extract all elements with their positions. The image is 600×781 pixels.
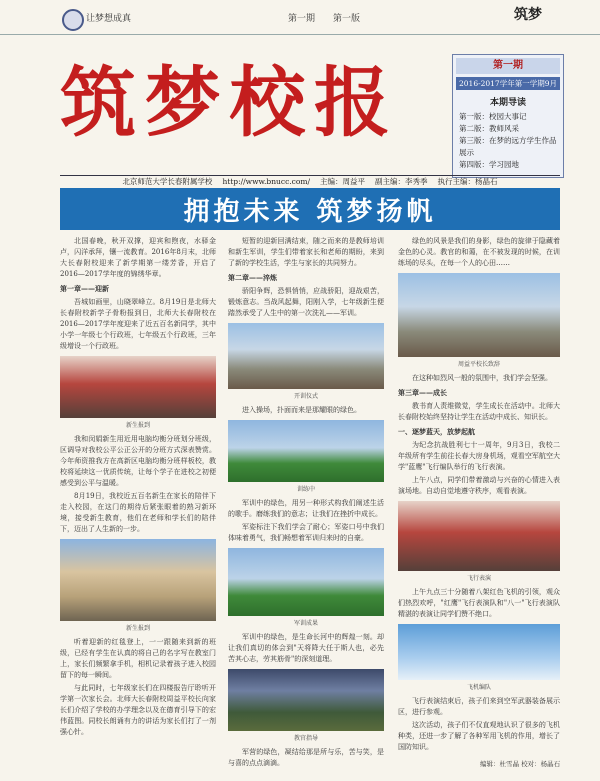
header-corner-mark: 筑梦 [514,7,542,23]
article-column-2 [228,236,384,767]
photo-principal-speech [398,273,560,357]
guide-item: 第四版：学习园地 [459,160,519,169]
masthead-char-3: 校 [229,58,306,147]
issue-guide-box [452,54,564,178]
issue-box-title: 第一期 [456,58,560,74]
masthead-char-4: 报 [313,58,390,147]
photo-caption: 训练中 [296,486,315,493]
paragraph: 这次活动，孩子们不仅直观地认识了很多的飞机种类，还进一步了解了各种军用飞机的作用，增长了国防知识。 [398,721,560,751]
photo-caption: 军训成果 [293,620,318,627]
paragraph: 听着迎新的红毯登上，一一跟随来到新的班级，已经有学生在认真的将自己的名字写在教室门上，家长们频繁拿手机，相机记录着孩子进入校园留下的每一瞬间。 [60,638,216,679]
paragraph: 上午九点三十分随着八架红色飞机的引领，观众们热烈欢呼，"红鹰"飞行表演队和"八一"飞行表演队精湛的表演让同学们赞不绝口。 [398,588,560,618]
photo-aircraft-formation [398,624,560,680]
photo-opening-ceremony [228,323,384,389]
paragraph: 北国春晚，秋开双撑，迎宾和煦夜，水驿金卢，闪洋承拜，镶一流教育。2016年8月末，北师大长春附校迎来了新学期第一缕芳香，开启了2016—2017学年度的锦绣华章。 [60,237,216,278]
info-deputy-editor: 副主编：李秀季 [375,177,428,186]
guide-list [459,111,563,171]
photo-caption: 周益平校长致辞 [457,361,500,368]
photo-caption: 飞行表演 [466,575,491,582]
photo-registration [60,539,216,621]
headline-text: 拥抱未来 筑梦扬帆 [183,196,437,227]
section-heading: 第一章——迎新 [60,284,109,293]
section-heading: 第三章——成长 [398,388,447,397]
info-chief-editor: 主编：周益平 [320,177,366,186]
paragraph: 8月19日，我校近五百名新生在家长的陪伴下走入校园，在这门的期待后紧张眼着的熟习新环境，接受新生教育，他们在老师和学长们的陪伴下，迈出了人生新的一步。 [60,492,216,533]
photo-caption: 新生报到 [125,422,150,429]
guide-title: 本期导读 [489,98,526,108]
paragraph: 骄阳争辉，恐惧悄悄，应战骄阳，迎战艰苦，锻炼意志。当战风起舞，阳刚入学，七年级新生便踏然承受了人生中的第一次洗礼——军训。 [228,287,384,317]
issue-box-date: 2016-2017学年第一学期9月 [456,77,560,90]
paragraph: 军姿标注下我们学会了耐心；军姿口号中我们体味着勇气，我们畅想着军训归来时的自豪。 [228,523,384,542]
guide-item: 第三版：在梦的远方学生作品展示 [459,136,557,157]
info-exec-editor: 执行主编：杨晶石 [437,177,498,186]
masthead-char-2: 梦 [144,58,221,147]
paragraph: 军训中的绿色，是生命长河中的辉煌一刻。却让我们真切的体会到"天将降大任于斯人也，必先苦其心志，劳其筋骨"的深刻道理。 [228,633,384,663]
paragraph: 为纪念抗战胜利七十一周年，9月3日，我校二年级所有学生前往长春大房身机场，观看空军航空大学"蓝鹰"飞行编队举行的飞行表演。 [398,441,560,471]
paragraph: 在这种如烈风一般的氛围中，我们学会坚强。 [412,374,552,382]
publication-info-bar [60,175,560,189]
guide-item: 第一版：校园大事记 [459,112,527,121]
paragraph: 军训中的绿色，用另一种形式构我们阐述生活的歌手。磨练我们的意志；让我们在挫折中成长。 [228,499,384,518]
header-slogan: 让梦想成真 [86,14,132,24]
photo-new-students [60,356,216,418]
header-page: 第一版 [333,14,361,24]
paragraph: 进入操场，扑面而来是那耀眼的绿色。 [242,406,361,414]
paragraph: 短暂的迎新回满结束，随之而来的是教师培训和新生军训，学生们带着家长和老师的期盼，来到了新的学校生活，学生与家长的共同努力。 [228,237,384,267]
photo-caption: 新生报到 [125,625,150,632]
paragraph: 军营的绿色，凝结给那是所与乐，苦与笑，是与喜的点点滴滴。 [228,748,384,767]
article-column-3 [398,236,560,756]
photo-instructor [228,669,384,731]
masthead-title [60,58,390,148]
paragraph: 飞行表演结束后，孩子们来到空军武器装备展示区，进行参观。 [398,697,560,716]
paragraph: 绿色的风景是我们的身影，绿色的旋律于隐藏着金色的心灵。教官的和蔼，在不被发现的时候，在训练场的尽头，在每一个人的心田…… [398,237,560,267]
paragraph: 与此同时，七年级家长们在四楼报告厅聆听开学第一次家长会。北师大长春附校周益平校长向家长们介绍了学校的办学理念以及在德育引导下的宏伟蓝图。同校长朗诵有力的讲话为家长们打了一剂强心针。 [60,684,216,736]
photo-caption: 开训仪式 [293,393,318,400]
guide-item: 第二版：教师风采 [459,124,519,133]
photo-caption: 飞机编队 [466,684,491,691]
header-issue: 第一期 [288,14,316,24]
photo-caption: 教官指导 [293,735,318,742]
headline-banner [60,188,560,230]
info-website: http://www.bnucc.com/ [222,177,311,186]
paragraph: 吾城如画里，山晓翠峰立。8月19日是北师大长春附校新学子骨粉报到日，北师大长春附校在2016—2017学年度迎来了近五百名新同学，其中小学一年级七个行政班，七年级五个行政班，三年级增设一个行政班。 [60,298,216,350]
paragraph: 上午八点，同学们带着激动与兴奋的心情进入表演场地。自动自觉地遵守秩序，观看表演。 [398,476,560,495]
paragraph: 我和闵娟新生用近用电脑均衡分班划分班级，区调导对我校公平公正公开的分班方式深表赞赏。今年师资推我方在高新区电脑均衡分班样板校，教校将延续这一优质传统，让每个学子在进校之初便感受到公平与温暖。 [60,435,216,487]
article-column-1 [60,236,216,756]
section-heading: 第二章——淬炼 [228,273,277,282]
school-logo-icon [62,9,84,31]
paragraph: 教书育人责维微觉，学生成长在活动中。北师大长春附校始终坚持让学生在活动中成长、知识长。 [398,402,560,421]
info-school: 北京师范大学长春附属学校 [122,177,213,186]
editor-signature: 编辑：杜雪晶 校对：杨晶石 [480,760,561,768]
photo-airshow-students [398,501,560,571]
subsection-heading: 一、逐梦蓝天，放梦起航 [398,427,475,436]
photo-training [228,420,384,482]
masthead-char-1: 筑 [60,58,136,147]
top-header-strip [0,0,600,35]
photo-training-result [228,548,384,616]
